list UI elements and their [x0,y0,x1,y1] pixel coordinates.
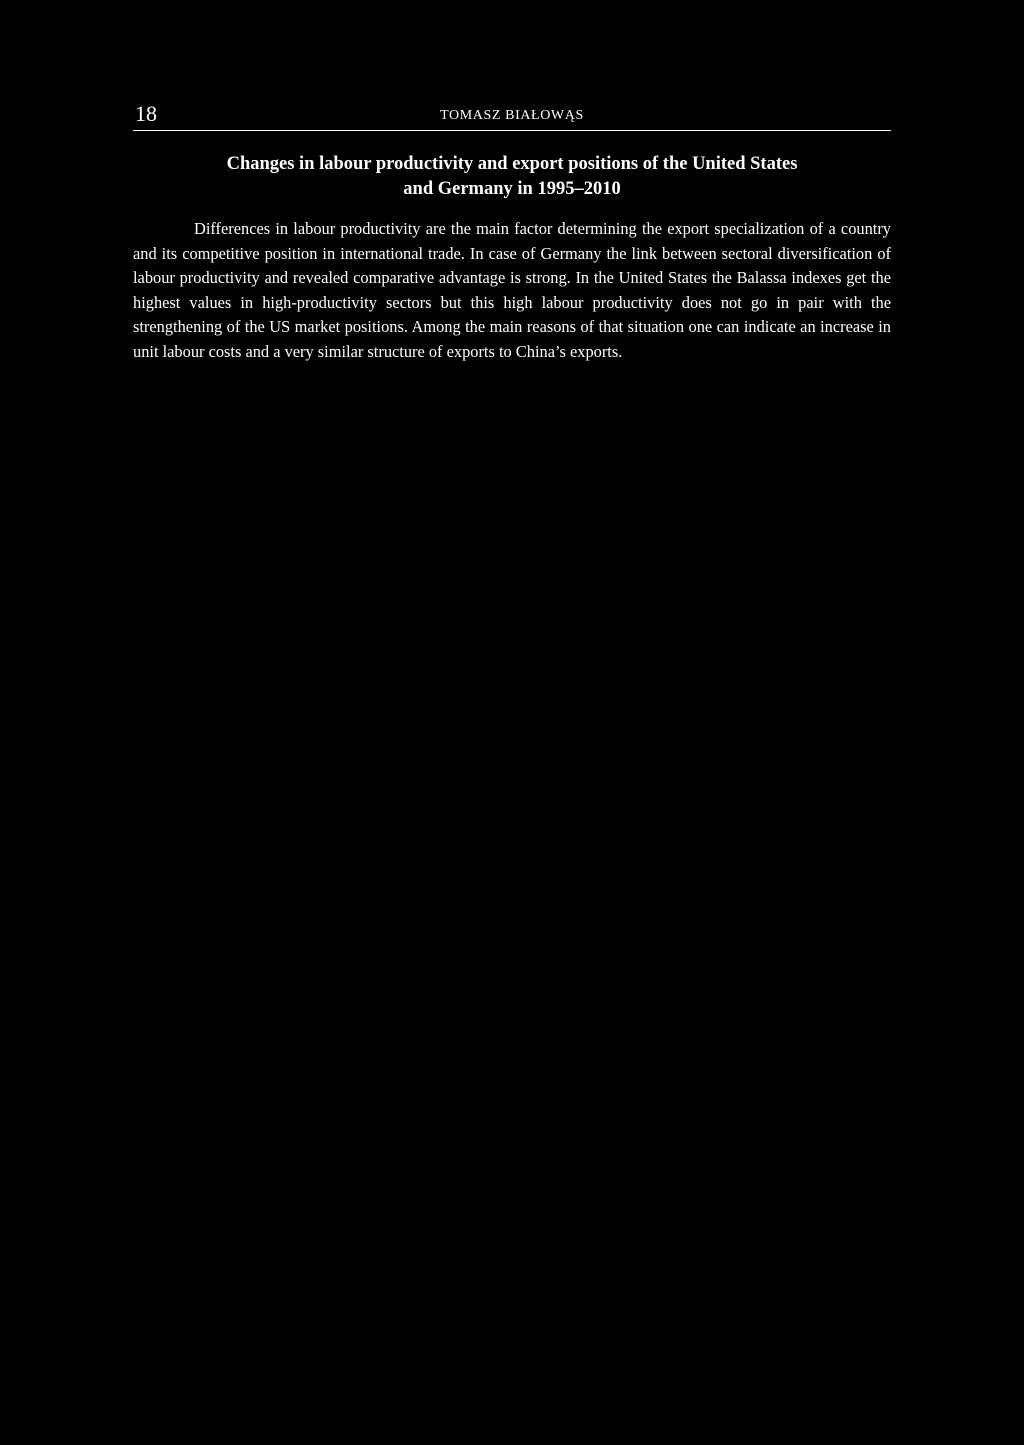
article-title [133,152,891,202]
running-head-author: TOMASZ BIAŁOWĄS [440,108,584,123]
running-head [133,100,891,131]
page-number: 18 [135,101,157,126]
article-title-line-1: Changes in labour productivity and export positions of the United States [226,154,798,174]
article-title-line-2: and Germany in 1995–2010 [403,179,621,199]
abstract-paragraph: Differences in labour productivity are the main factor determining the export specialization of a country and its competitive position in international trade. In case of Germany the link between sectoral diversification of labour productivity and revealed comparative advantage is strong. In the United States the Balassa indexes get the highest values in high-productivity sectors but this high labour productivity does not go in pair with the strengthening of the US market positions. Among the main reasons of that situation one can indicate an increase in unit labour costs and a very similar structure of exports to China’s exports. [133,219,891,361]
